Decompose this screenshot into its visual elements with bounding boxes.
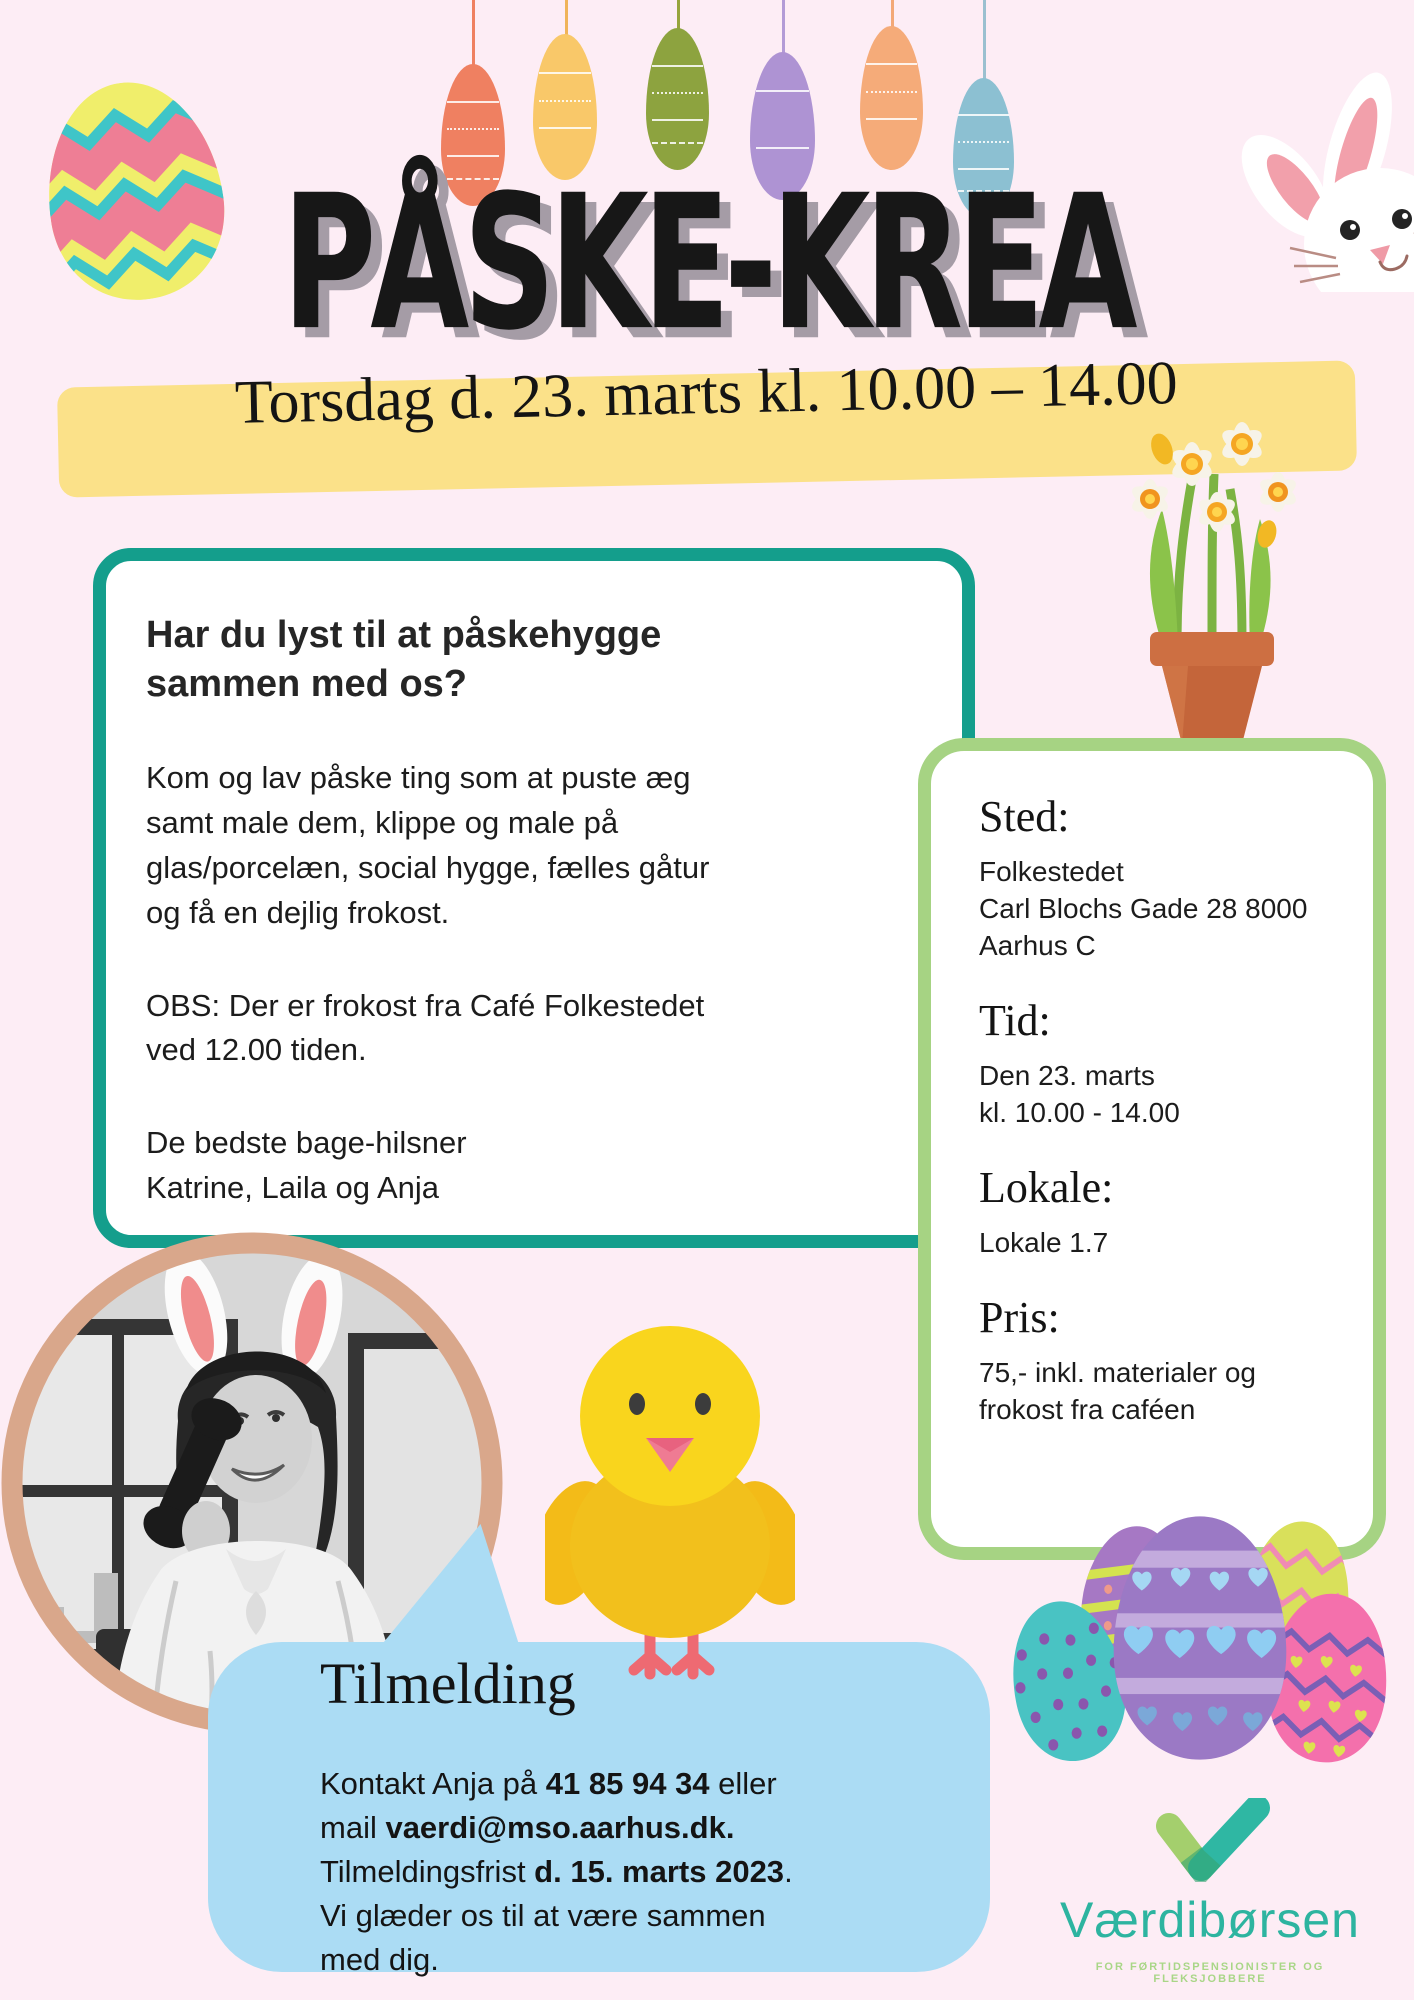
easter-eggs-cluster-icon	[990, 1498, 1390, 1773]
intro-paragraph: Kom og lav påske ting som at puste æg samt male dem, klippe og male på glas/porcelæn, social hygge, fælles gåtur og få en dejlig frokost.	[146, 759, 710, 930]
logo-tagline: FOR FØRTIDSPENSIONISTER OG FLEKSJOBBERE	[1095, 1961, 1325, 1985]
intro-card	[93, 548, 975, 1248]
details-label: Lokale:	[979, 1162, 1114, 1212]
intro-obs-note: OBS: Der er frokost fra Café Folkestedet ved 12.00 tiden.	[146, 987, 705, 1068]
hanging-egg-green-icon	[646, 28, 709, 170]
details-value: Den 23. marts kl. 10.00 - 14.00	[979, 1059, 1180, 1128]
logo-name: Værdibørsen	[1060, 1892, 1360, 1948]
chick-icon	[545, 1298, 795, 1693]
details-section-pris	[979, 1292, 1345, 1429]
signup-line-closing: Vi glæder os til at være sammen med dig.	[320, 1898, 766, 1978]
details-label: Tid:	[979, 995, 1051, 1045]
details-section-sted	[979, 791, 1345, 965]
intro-heading: Har du lyst til at påskehygge sammen med os?	[146, 614, 662, 706]
page-title: PÅSKE-KREA	[282, 156, 1132, 373]
daffodil-pot-icon	[1092, 404, 1332, 749]
details-label: Sted:	[979, 792, 1070, 841]
egg-string	[565, 0, 568, 38]
intro-signoff: De bedste bage-hilsner Katrine, Laila og Anja	[146, 1125, 467, 1206]
details-section-lokale	[979, 1162, 1345, 1262]
deadline-date: d. 15. marts 2023	[534, 1854, 785, 1890]
signup-line-mail: mail vaerdi@mso.aarhus.dk.	[320, 1810, 735, 1846]
details-card	[918, 738, 1386, 1560]
details-value: Lokale 1.7	[979, 1226, 1109, 1258]
checkmark-icon	[1145, 1798, 1275, 1882]
egg-string	[782, 0, 785, 56]
signup-heading: Tilmelding	[320, 1651, 576, 1716]
signup-line-deadline: Tilmeldingsfrist d. 15. marts 2023.	[320, 1854, 793, 1890]
signup-line-phone: Kontakt Anja på 41 85 94 34 eller	[320, 1766, 777, 1801]
details-label: Pris:	[979, 1292, 1060, 1342]
egg-string	[472, 0, 475, 68]
date-banner-text: Torsdag d. 23. marts kl. 10.00 – 14.00	[234, 349, 1179, 437]
email-address: vaerdi@mso.aarhus.dk.	[385, 1810, 735, 1846]
hanging-egg-peach-icon	[860, 26, 923, 170]
details-value: Folkestedet Carl Blochs Gade 28 8000 Aarhus C	[979, 856, 1308, 961]
signup-text	[320, 1762, 793, 1982]
vaerdiborsen-logo	[1040, 1798, 1380, 1985]
details-section-tid	[979, 995, 1345, 1132]
details-value: 75,- inkl. materialer og frokost fra caféen	[979, 1356, 1257, 1425]
phone-number: 41 85 94 34	[545, 1766, 710, 1801]
egg-string	[983, 0, 986, 82]
